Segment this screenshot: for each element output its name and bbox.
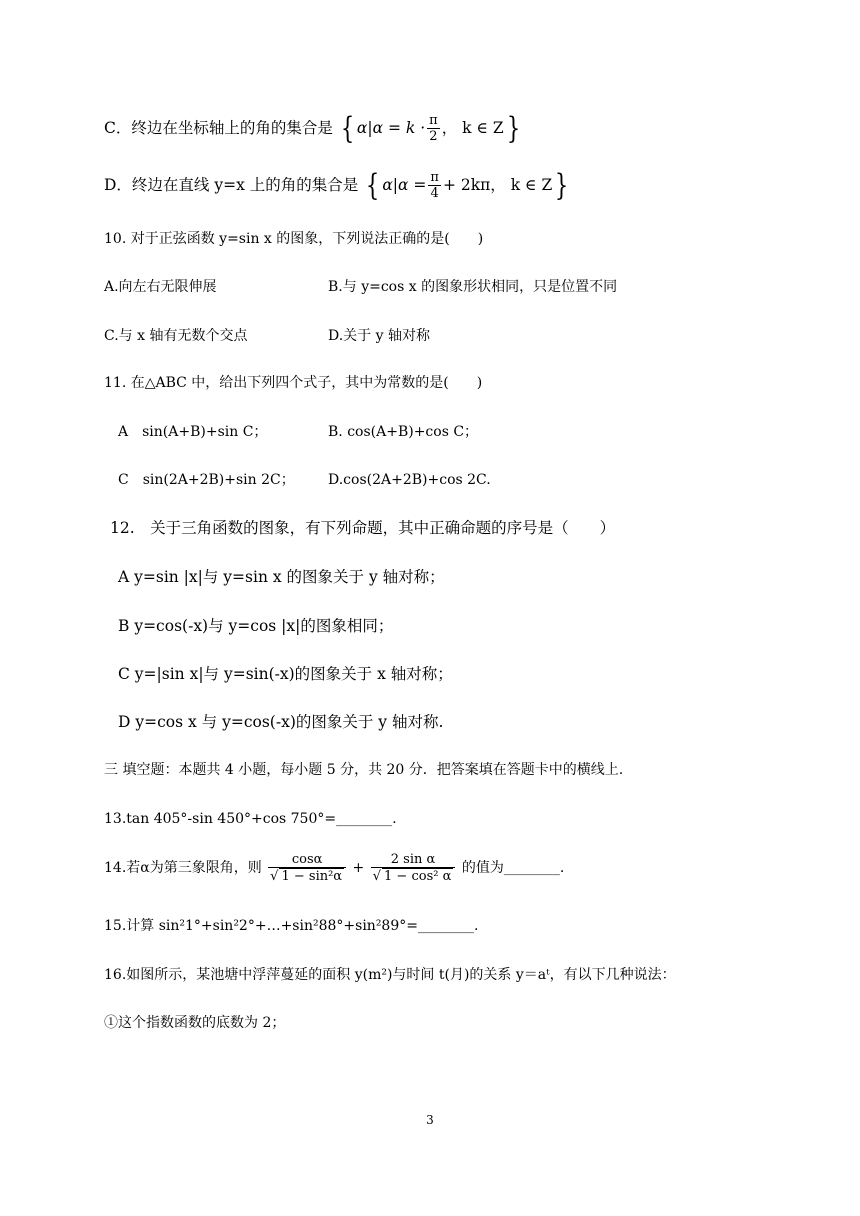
q16-statement-1: ①这个指数函数的底数为 2；	[104, 1015, 286, 1031]
set-tail: ， k ∈ Z	[441, 119, 504, 137]
q10-option-c: C.与 x 轴有无数个交点	[104, 328, 248, 344]
fraction-sin-over-root: $\frac{\text{2 sin α}}{\text{√ 1 − cos² α}}$	[371, 852, 456, 885]
question-14	[104, 848, 564, 888]
q10-option-a: A.向左右无限伸展	[104, 279, 217, 295]
q14-suffix: 的值为________.	[461, 860, 565, 876]
question-15: 15.计算 sin²1°+sin²2°+…+sin²88°+sin²89°=________.	[104, 918, 479, 934]
q11-option-a: A sin(A+B)+sin C；	[118, 424, 268, 440]
question-12: 12. 关于三角函数的图象，有下列命题，其中正确命题的序号是（ ）	[110, 519, 616, 537]
fraction: $\frac{\pi}{2}$	[429, 113, 438, 144]
q10-option-b: B.与 y=cos x 的图象形状相同，只是位置不同	[328, 279, 618, 295]
left-brace: {	[366, 168, 380, 203]
fraction-cos-over-root: $\frac{\cos\alpha}{\text{√ 1 − sin²α}}$	[268, 852, 346, 885]
plus-sign: +	[352, 860, 365, 876]
question-11: 11. 在△ABC 中，给出下列四个式子，其中为常数的是( )	[104, 375, 483, 391]
right-brace: }	[555, 168, 569, 203]
page-number: 3	[426, 1113, 434, 1127]
question-10: 10. 对于正弦函数 y=sin x 的图象，下列说法正确的是( )	[104, 231, 484, 247]
q10-option-d: D.关于 y 轴对称	[328, 328, 430, 344]
question-13: 13.tan 405°-sin 450°+cos 750°=________.	[104, 811, 397, 827]
section-3-heading: 三 填空题：本题共 4 小题，每小题 5 分，共 20 分．把答案填在答题卡中的横线上.	[104, 762, 624, 778]
q12-option-b: B y=cos(-x)与 y=cos |x|的图象相同；	[118, 617, 394, 635]
left-brace: {	[340, 111, 355, 146]
option-c-text: C．终边在坐标轴上的角的集合是	[104, 119, 333, 137]
q11-option-c: C sin(2A+2B)+sin 2C；	[118, 472, 295, 488]
set-condition: α|α =	[382, 176, 427, 194]
right-brace: }	[506, 111, 520, 146]
option-d-line	[104, 170, 571, 202]
set-condition: α|α = k ·	[356, 119, 426, 137]
q12-option-c: C y=|sin x|与 y=sin(-x)的图象关于 x 轴对称；	[118, 665, 453, 683]
q12-option-a: A y=sin |x|与 y=sin x 的图象关于 y 轴对称；	[118, 568, 445, 586]
q14-prefix: 14.若α为第三象限角，则	[104, 860, 262, 876]
q11-option-d: D.cos(2A+2B)+cos 2C.	[328, 472, 491, 488]
fraction: $\frac{\pi}{4}$	[430, 170, 439, 201]
q11-option-b: B. cos(A+B)+cos C；	[328, 424, 479, 440]
option-d-text: D．终边在直线 y=x 上的角的集合是	[104, 176, 359, 194]
set-tail: + 2kπ， k ∈ Z	[442, 176, 553, 194]
question-16: 16.如图所示，某池塘中浮萍蔓延的面积 y(m²)与时间 t(月)的关系 y＝aᵗ，有以下几种说法：	[104, 967, 676, 983]
q12-option-d: D y=cos x 与 y=cos(-x)的图象关于 y 轴对称.	[118, 713, 444, 731]
option-c-line	[104, 113, 523, 145]
